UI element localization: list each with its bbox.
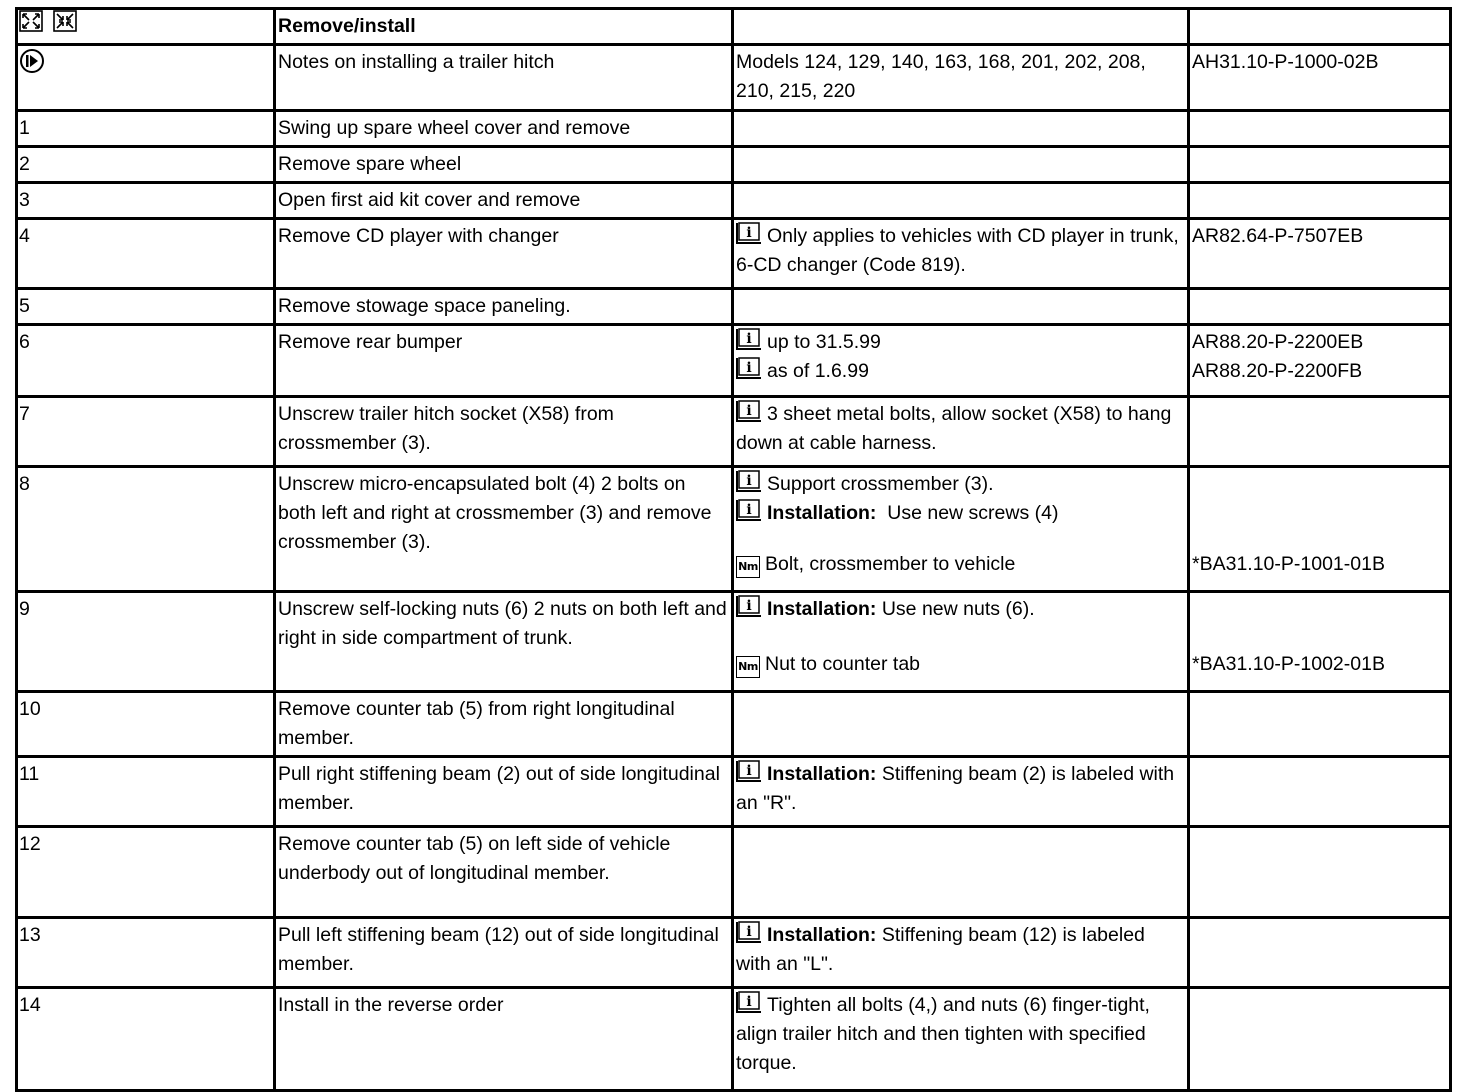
table-row	[17, 757, 1451, 827]
info-text: Support crossmember (3).	[767, 473, 994, 495]
header-icons-cell	[17, 9, 275, 45]
svg-text:i: i	[746, 763, 752, 779]
table-row	[17, 147, 1451, 183]
ref-cell	[1189, 467, 1451, 592]
notes-cell	[733, 827, 1189, 918]
svg-text:i: i	[746, 225, 752, 241]
svg-text:i: i	[746, 598, 752, 614]
installation-text: Stiffening beam (12) is labeled with an "L".	[736, 924, 1145, 975]
info-icon	[736, 595, 762, 617]
header-title: Remove/install	[275, 9, 733, 45]
notes-cell	[733, 918, 1189, 988]
ref-cell	[1189, 183, 1451, 219]
installation-text: Stiffening beam (2) is labeled with an "R".	[736, 763, 1175, 814]
notes-cell: Models 124, 129, 140, 163, 168, 201, 202, 208, 210, 215, 220	[733, 45, 1189, 111]
info-icon	[736, 328, 762, 350]
ref-link[interactable]: AR88.20-P-2200FB	[1192, 360, 1363, 382]
ref-cell[interactable]: AR82.64-P-7507EB	[1189, 219, 1451, 289]
header-empty-notes	[733, 9, 1189, 45]
notes-cell	[733, 289, 1189, 325]
notes-cell	[733, 325, 1189, 397]
procedure-table	[15, 7, 1452, 1092]
notes-cell	[733, 219, 1189, 289]
action-cell: Remove spare wheel	[275, 147, 733, 183]
info-icon	[736, 357, 762, 379]
notes-cell	[733, 467, 1189, 592]
notes-cell	[733, 147, 1189, 183]
notes-cell	[733, 988, 1189, 1091]
step-number: 4	[17, 219, 275, 289]
step-number: 9	[17, 592, 275, 692]
ref-cell	[1189, 692, 1451, 757]
info-icon	[736, 921, 762, 943]
table-row	[17, 827, 1451, 918]
installation-text: Use new screws (4)	[887, 502, 1059, 524]
table-row	[17, 219, 1451, 289]
step-number: 8	[17, 467, 275, 592]
notes-cell	[733, 757, 1189, 827]
svg-text:i: i	[746, 994, 752, 1010]
step-number: 13	[17, 918, 275, 988]
info-icon	[736, 470, 762, 492]
installation-label: Installation:	[767, 502, 877, 524]
svg-text:i: i	[746, 473, 752, 489]
installation-label: Installation:	[767, 598, 877, 620]
step-number: 1	[17, 111, 275, 147]
table-row	[17, 111, 1451, 147]
notes-cell	[733, 397, 1189, 467]
info-icon	[736, 760, 762, 782]
action-cell: Remove CD player with changer	[275, 219, 733, 289]
installation-text: Use new nuts (6).	[881, 598, 1035, 620]
expand-icon[interactable]	[19, 10, 43, 41]
svg-text:i: i	[746, 360, 752, 376]
ref-cell[interactable]: AH31.10-P-1000-02B	[1189, 45, 1451, 111]
step-number: 7	[17, 397, 275, 467]
info-icon	[736, 222, 762, 244]
step-number: 14	[17, 988, 275, 1091]
torque-nm-icon: Nm	[736, 556, 760, 578]
info-text: as of 1.6.99	[767, 360, 869, 382]
action-cell: Swing up spare wheel cover and remove	[275, 111, 733, 147]
svg-text:i: i	[746, 924, 752, 940]
notes-cell	[733, 111, 1189, 147]
step-number: 11	[17, 757, 275, 827]
info-text: up to 31.5.99	[767, 331, 881, 353]
table-row	[17, 988, 1451, 1091]
header-row	[17, 9, 1451, 45]
note-arrow-icon	[19, 57, 45, 79]
step-number: 2	[17, 147, 275, 183]
action-cell: Remove counter tab (5) on left side of vehicle underbody out of longitudinal member.	[275, 827, 733, 918]
action-cell: Notes on installing a trailer hitch	[275, 45, 733, 111]
action-cell: Unscrew self-locking nuts (6) 2 nuts on both left and right in side compartment of trunk.	[275, 592, 733, 692]
action-cell: Remove stowage space paneling.	[275, 289, 733, 325]
ref-cell	[1189, 757, 1451, 827]
step-number: 3	[17, 183, 275, 219]
ref-cell	[1189, 918, 1451, 988]
collapse-icon[interactable]	[53, 10, 77, 41]
ref-link[interactable]: AR88.20-P-2200EB	[1192, 331, 1364, 353]
table-row	[17, 692, 1451, 757]
table-row	[17, 467, 1451, 592]
info-text: 3 sheet metal bolts, allow socket (X58) to hang down at cable harness.	[736, 403, 1172, 454]
table-row	[17, 592, 1451, 692]
info-text: Only applies to vehicles with CD player in trunk, 6-CD changer (Code 819).	[736, 225, 1179, 276]
svg-text:i: i	[746, 403, 752, 419]
action-cell: Open first aid kit cover and remove	[275, 183, 733, 219]
ref-link[interactable]: *BA31.10-P-1001-01B	[1192, 553, 1385, 575]
torque-text: Bolt, crossmember to vehicle	[765, 553, 1016, 575]
ref-cell	[1189, 397, 1451, 467]
svg-text:i: i	[746, 502, 752, 518]
step-number: 5	[17, 289, 275, 325]
action-cell: Pull right stiffening beam (2) out of side longitudinal member.	[275, 757, 733, 827]
table-row	[17, 325, 1451, 397]
table-row	[17, 45, 1451, 111]
action-cell: Unscrew micro-encapsulated bolt (4) 2 bolts on both left and right at crossmember (3) and remove crossmember (3).	[275, 467, 733, 592]
action-cell: Remove rear bumper	[275, 325, 733, 397]
notes-cell	[733, 183, 1189, 219]
ref-link[interactable]: *BA31.10-P-1002-01B	[1192, 653, 1385, 675]
ref-cell	[1189, 988, 1451, 1091]
step-number: 10	[17, 692, 275, 757]
info-icon	[736, 499, 762, 521]
action-cell: Pull left stiffening beam (12) out of side longitudinal member.	[275, 918, 733, 988]
action-cell: Remove counter tab (5) from right longitudinal member.	[275, 692, 733, 757]
info-icon	[736, 400, 762, 422]
svg-text:i: i	[746, 331, 752, 347]
installation-label: Installation:	[767, 763, 877, 785]
torque-nm-icon: Nm	[736, 656, 760, 678]
torque-text: Nut to counter tab	[765, 653, 921, 675]
installation-label: Installation:	[767, 924, 877, 946]
notes-cell	[733, 692, 1189, 757]
ref-cell	[1189, 147, 1451, 183]
step-number: 6	[17, 325, 275, 397]
ref-cell	[1189, 827, 1451, 918]
notes-cell	[733, 592, 1189, 692]
action-cell: Unscrew trailer hitch socket (X58) from crossmember (3).	[275, 397, 733, 467]
ref-cell	[1189, 592, 1451, 692]
header-empty-ref	[1189, 9, 1451, 45]
table-row	[17, 289, 1451, 325]
step-cell	[17, 45, 275, 111]
table-row	[17, 397, 1451, 467]
step-number: 12	[17, 827, 275, 918]
info-text: Tighten all bolts (4,) and nuts (6) finger-tight, align trailer hitch and then tighten with specified torque.	[736, 994, 1150, 1074]
procedure-document	[15, 7, 1449, 1092]
ref-cell	[1189, 289, 1451, 325]
ref-cell	[1189, 325, 1451, 397]
table-row	[17, 183, 1451, 219]
action-cell: Install in the reverse order	[275, 988, 733, 1091]
info-icon	[736, 991, 762, 1013]
ref-cell	[1189, 111, 1451, 147]
table-row	[17, 918, 1451, 988]
